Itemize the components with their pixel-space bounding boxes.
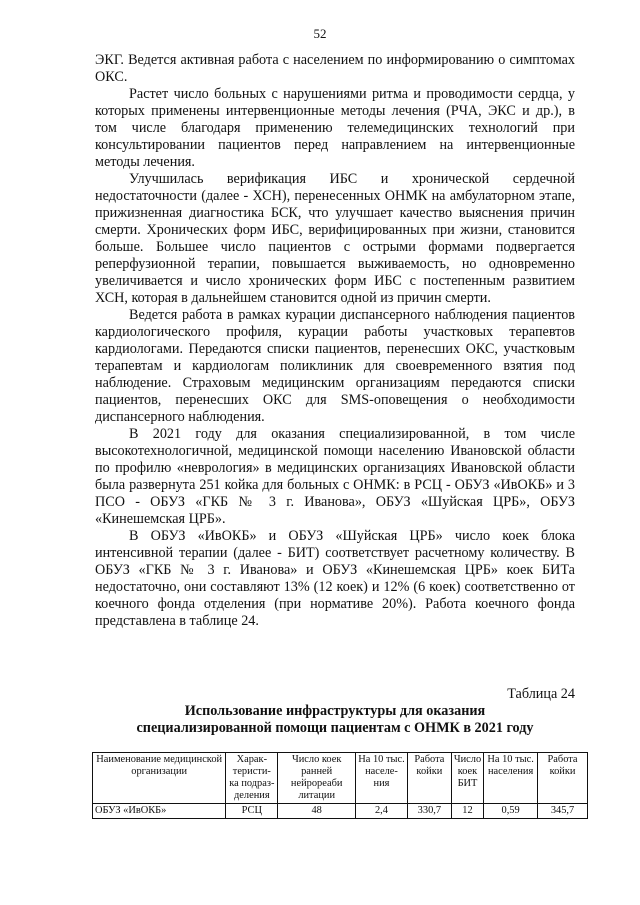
table-cell: 2,4	[356, 804, 408, 819]
column-header: Работа койки	[407, 753, 451, 804]
table-label: Таблица 24	[507, 686, 575, 702]
table-title	[95, 703, 575, 737]
table-cell: РСЦ	[226, 804, 278, 819]
paragraph: Растет число больных с нарушениями ритма и проводимости сердца, у которых применены интервенционные методы лечения (РЧА, ЭКС и др.), в том числе благодаря применению телемедицинских технологий при консультировании пациентов перед направлением на интервенционные методы лечения.	[95, 86, 575, 170]
table-title-line: Использование инфраструктуры для оказания	[184, 703, 486, 719]
table-cell: ОБУЗ «ИвОКБ»	[93, 804, 226, 819]
table-cell: 12	[451, 804, 483, 819]
column-header: На 10 тыс. населения	[484, 753, 538, 804]
paragraph: В ОБУЗ «ИвОКБ» и ОБУЗ «Шуйская ЦРБ» число коек блока интенсивной терапии (далее - БИТ) соответствует расчетному количеству. В ОБУЗ «ГКБ № 3 г. Иванова» и ОБУЗ «Кинешемская ЦРБ» коек БИТа недостаточно, они составляют 13% (12 коек) и 12% (6 коек) соответственно от коечного фонда отделения (при нормативе 20%). Работа коечного фонда представлена в таблице 24.	[95, 528, 575, 629]
paragraph: В 2021 году для оказания специализированной, в том числе высокотехнологичной, медицинской помощи населению Ивановской области по профилю «неврология» в медицинских организациях Ивановской области была развернута 251 койка для больных с ОНМК: в РСЦ - ОБУЗ «ИвОКБ» и 3 ПСО - ОБУЗ «ГКБ № 3 г. Иванова», ОБУЗ «Шуйская ЦРБ», ОБУЗ «Кинешемская ЦРБ».	[95, 426, 575, 527]
column-header: Наименование медицинской организации	[93, 753, 226, 804]
page-number: 52	[313, 26, 327, 41]
paragraph: ЭКГ. Ведется активная работа с населением по информированию о симптомах ОКС.	[95, 52, 575, 85]
table-row	[93, 804, 588, 819]
column-header: Число коек БИТ	[451, 753, 483, 804]
column-header: На 10 тыс. населе-ния	[356, 753, 408, 804]
paragraph: Ведется работа в рамках курации диспансерного наблюдения пациентов кардиологического профиля, курации работы участковых терапевтов кардиологами. Передаются списки пациентов, перенесших ОКС, участковым терапевтам и кардиологам поликлиник для своевременного взятия под наблюдение. Страховым медицинским организациям передаются списки пациентов, перенесших ОКС для SMS-оповещения о необходимости диспансерного наблюдения.	[95, 307, 575, 425]
infrastructure-table	[92, 752, 588, 819]
table-cell: 0,59	[484, 804, 538, 819]
table-header-row	[93, 753, 588, 804]
column-header: Число коек ранней нейрореаби литации	[278, 753, 356, 804]
table-title-line: специализированной помощи пациентам с ОНМК в 2021 году	[136, 720, 534, 736]
paragraph: Улучшилась верификация ИБС и хронической сердечной недостаточности (далее - ХСН), перенесенных ОНМК на амбулаторном этапе, прижизненная диагностика БСК, что улучшает качество выяснения причин смерти. Хронических форм ИБС, верифицированных при жизни, становится больше. Большее число пациентов с острыми формами подвергается реперфузионной терапии, повышается выживаемость, но одновременно увеличивается и число хронических форм ИБС с постепенным развитием ХСН, которая в дальнейшем становится одной из причин смерти.	[95, 171, 575, 306]
column-header: Работа койки	[538, 753, 588, 804]
body-text	[95, 52, 575, 630]
column-header: Харак-теристи-ка подраз-деления	[226, 753, 278, 804]
table-cell: 48	[278, 804, 356, 819]
table-cell: 345,7	[538, 804, 588, 819]
table-cell: 330,7	[407, 804, 451, 819]
